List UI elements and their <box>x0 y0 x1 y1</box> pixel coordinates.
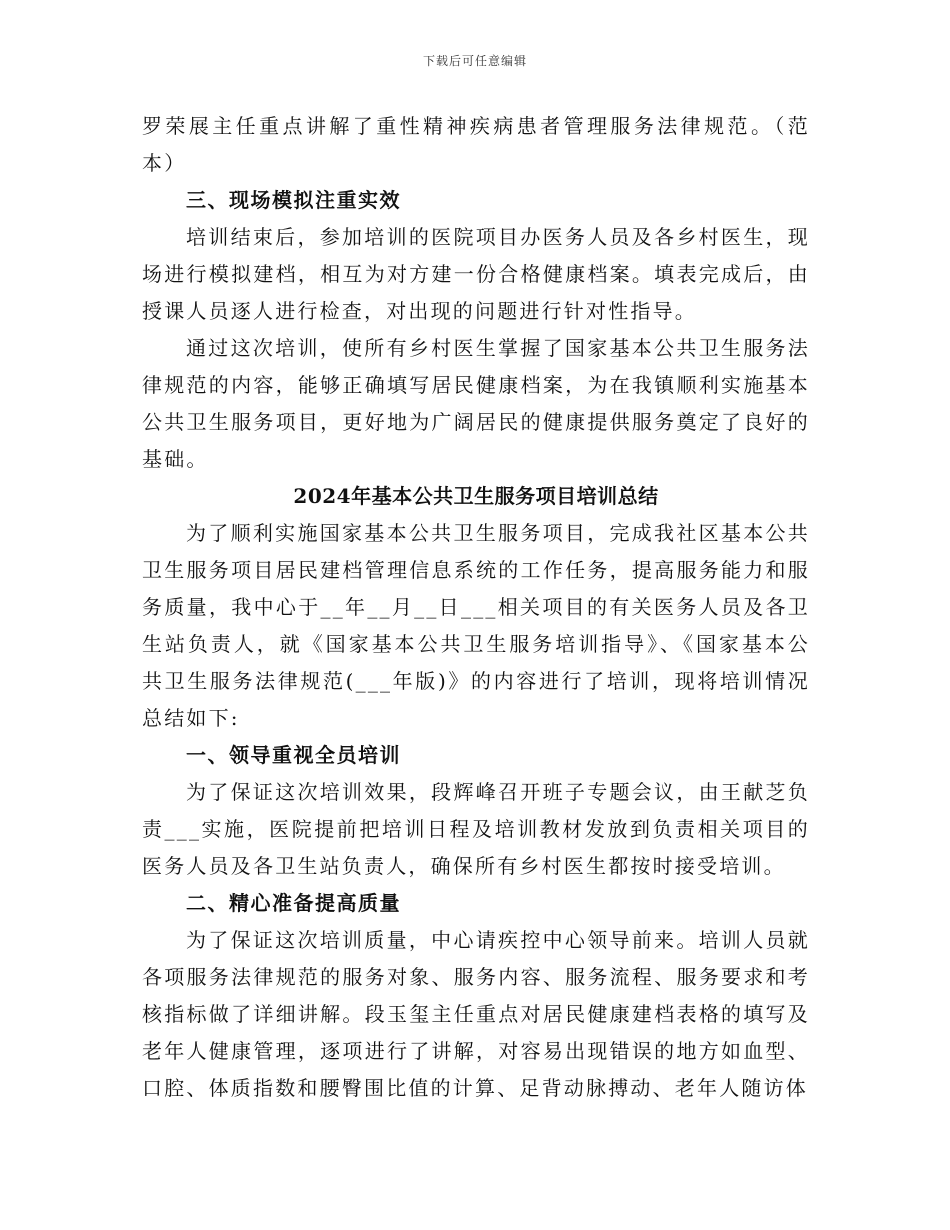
document-body <box>142 108 810 1107</box>
section-heading-3: 三、现场模拟注重实效 <box>186 188 401 212</box>
page-header: 下载后可任意编辑 <box>422 54 527 68</box>
section-heading-2: 二、精心准备提高质量 <box>186 891 401 915</box>
paragraph: 培训结束后，参加培训的医院项目办医务人员及各乡村医生，现场进行模拟建档，相互为对方建一份合格健康档案。填表完成后，由授课人员逐人进行检查，对出现的问题进行针对性指导。 <box>142 225 810 323</box>
paragraph: 通过这次培训，使所有乡村医生掌握了国家基本公共卫生服务法律规范的内容，能够正确填写居民健康档案，为在我镇顺利实施基本公共卫生服务项目，更好地为广阔居民的健康提供服务奠定了良好的基础。 <box>142 336 810 471</box>
document-title: 2024年基本公共卫生服务项目培训总结 <box>293 484 659 508</box>
section-heading-1: 一、领导重视全员培训 <box>186 743 401 767</box>
paragraph: 为了保证这次培训质量，中心请疾控中心领导前来。培训人员就各项服务法律规范的服务对象、服务内容、服务流程、服务要求和考核指标做了详细讲解。段玉玺主任重点对居民健康建档表格的填写及老年人健康管理，逐项进行了讲解，对容易出现错误的地方如血型、口腔、体质指数和腰臀围比值的计算、足背动脉搏动、老年人随访体 <box>142 928 810 1100</box>
paragraph-continuation: 罗荣展主任重点讲解了重性精神疾病患者管理服务法律规范。（范本） <box>142 114 810 175</box>
paragraph: 为了顺利实施国家基本公共卫生服务项目，完成我社区基本公共卫生服务项目居民建档管理信息系统的工作任务，提高服务能力和服务质量，我中心于__年__月__日___相关项目的有关医务人员及各卫生站负责人，就《国家基本公共卫生服务培训指导》、《国家基本公共卫生服务法律规范(___年版)》的内容进行了培训，现将培训情况总结如下: <box>142 521 810 730</box>
paragraph: 为了保证这次培训效果，段辉峰召开班子专题会议，由王献芝负责___实施，医院提前把培训日程及培训教材发放到负责相关项目的医务人员及各卫生站负责人，确保所有乡村医生都按时接受培训。 <box>142 780 810 878</box>
